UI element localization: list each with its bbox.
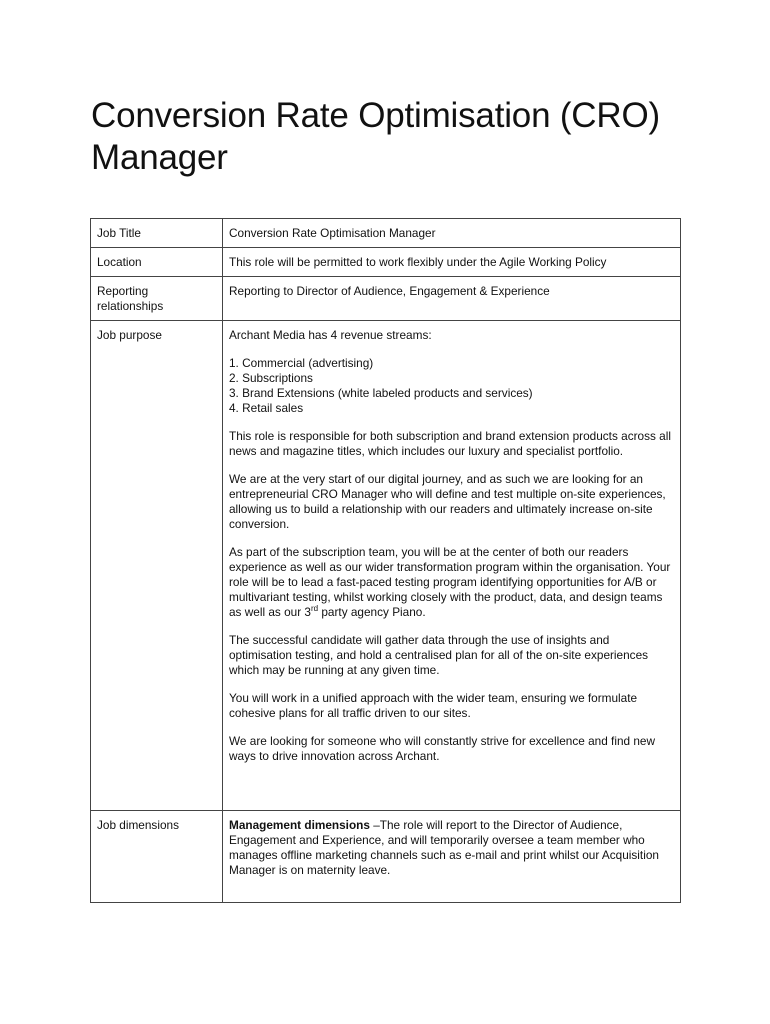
list-item: 2. Subscriptions [229, 371, 313, 385]
job-dimensions-value [223, 811, 681, 903]
location-label: Location [91, 248, 223, 277]
management-dimensions-heading: Management dimensions [229, 818, 370, 832]
job-title-label: Job Title [91, 219, 223, 248]
reporting-value: Reporting to Director of Audience, Engagement & Experience [223, 277, 681, 321]
job-purpose-label: Job purpose [91, 321, 223, 811]
list-item: 1. Commercial (advertising) [229, 356, 374, 370]
purpose-intro: Archant Media has 4 revenue streams: [229, 328, 432, 342]
job-purpose-value [223, 321, 681, 811]
table-row-job-dimensions [91, 811, 681, 903]
purpose-paragraph-5: You will work in a unified approach with the wider team, ensuring we formulate cohesive plans for all traffic driven to our sites. [229, 691, 638, 720]
table-row-job-title [91, 219, 681, 248]
ordinal-suffix: rd [310, 604, 319, 614]
revenue-streams-list [229, 356, 674, 416]
purpose-paragraph-4: The successful candidate will gather data through the use of insights and optimisation testing, and hold a centralised plan for all of the on-site experiences which may be running at any given time. [229, 633, 649, 677]
job-title-value: Conversion Rate Optimisation Manager [223, 219, 681, 248]
list-item: 4. Retail sales [229, 401, 304, 415]
job-description-table [90, 218, 681, 903]
job-dimensions-label: Job dimensions [91, 811, 223, 903]
table-row-location [91, 248, 681, 277]
purpose-paragraph-1: This role is responsible for both subscription and brand extension products across all news and magazine titles, which includes our luxury and specialist portfolio. [229, 429, 671, 458]
document-title: Conversion Rate Optimisation (CRO) Manager [91, 96, 660, 177]
table-row-job-purpose [91, 321, 681, 811]
purpose-paragraph-3 [229, 545, 674, 620]
paragraph-3-start: As part of the subscription team, you will be at the center of both our readers experience as well as our wider transformation program within the organisation. Your role will be to lead a fast-paced testing program identifying opportunities for A/B or multivariant testing, whilst working closely with the product, data, and design teams as well as our 3 [229, 545, 671, 619]
paragraph-3-end: party agency Piano. [318, 605, 426, 619]
management-dimensions-text: –The role will report to the Director of Audience, Engagement and Experience, and will temporarily oversee a team member who manages offline marketing channels such as e-mail and print whilst our Acquisition Manager is on maternity leave. [229, 818, 659, 877]
table-row-reporting [91, 277, 681, 321]
list-item: 3. Brand Extensions (white labeled products and services) [229, 386, 533, 400]
reporting-label: Reporting relationships [91, 277, 223, 321]
purpose-paragraph-6: We are looking for someone who will constantly strive for excellence and find new ways to drive innovation across Archant. [229, 734, 655, 763]
purpose-paragraph-2: We are at the very start of our digital journey, and as such we are looking for an entrepreneurial CRO Manager who will define and test multiple on-site experiences, allowing us to build a relationship with our readers and ultimately increase on-site conversion. [229, 472, 666, 531]
location-value: This role will be permitted to work flexibly under the Agile Working Policy [223, 248, 681, 277]
